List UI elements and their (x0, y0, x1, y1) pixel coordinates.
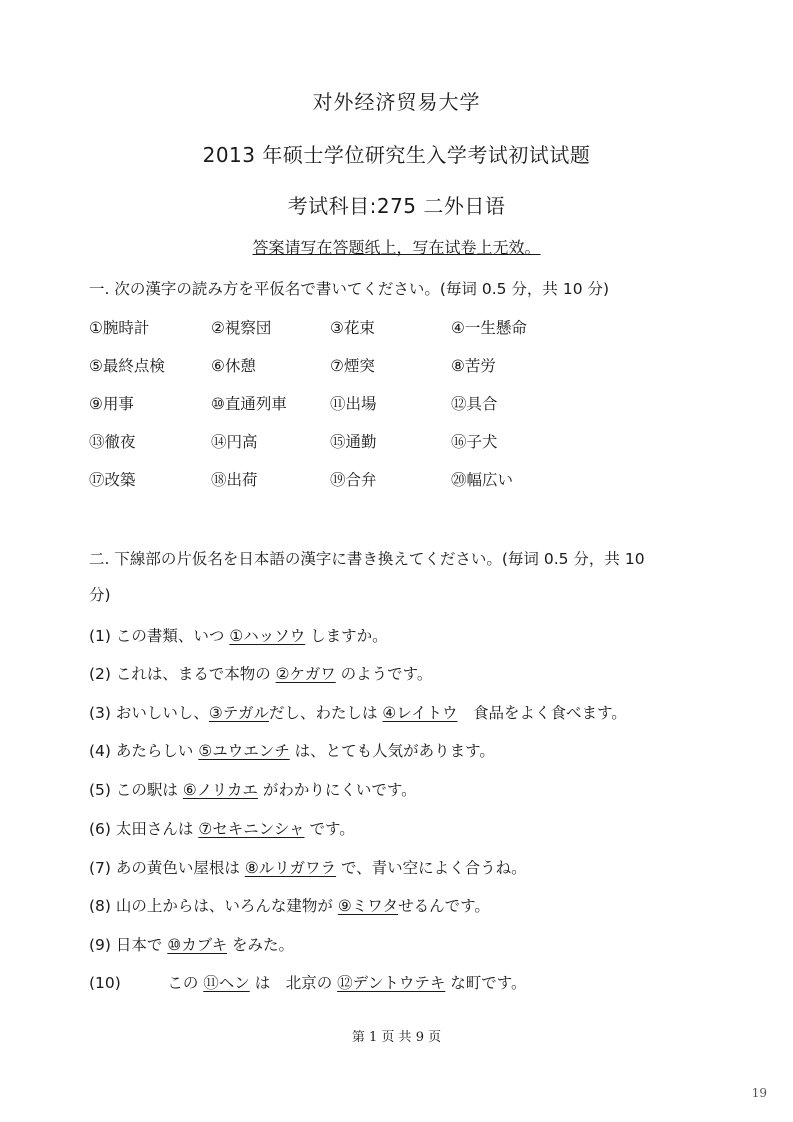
kanji-item: ⑦煙突 (330, 357, 375, 375)
question-text: (9) 日本で (89, 936, 168, 954)
question-text: (1) この書類、いつ (89, 627, 230, 645)
question-2 (89, 662, 432, 684)
question-text: は、とても人気があります。 (289, 742, 495, 760)
question-8 (89, 894, 490, 916)
kanji-item: ④一生懸命 (451, 319, 527, 337)
kanji-item: ③花束 (330, 319, 375, 337)
grid-row (89, 430, 569, 468)
kanji-item: ⑫具合 (451, 395, 498, 413)
section1-instruction: 一. 次の漢字の読み方を平仮名で書いてください。(毎词 0.5 分，共 10 分) (89, 280, 610, 298)
question-text: は 北京の (249, 974, 338, 992)
question-text: (6) 太田さんは (89, 820, 199, 838)
section1-kanji-grid (89, 316, 569, 506)
kanji-item: ⑰改築 (89, 471, 136, 489)
page-footer: 第 1 页 共 9 页 (351, 1030, 442, 1045)
question-7 (89, 856, 527, 878)
kanji-item: ⑥休憩 (211, 357, 256, 375)
kanji-item: ⑳幅広い (451, 471, 514, 489)
kanji-item: ⑧苦労 (451, 357, 496, 375)
kanji-item: ⑮通勤 (330, 433, 377, 451)
exam-title: 2013 年硕士学位研究生入学考试初试试题 (202, 143, 591, 167)
kanji-item: ⑪出場 (330, 395, 377, 413)
section2-instruction: 二. 下線部の片仮名を日本語の漢字に書き換えてください。(毎词 0.5 分，共 10 (89, 550, 645, 568)
underlined-katakana: ⑪ヘン (203, 974, 250, 992)
question-text: (2) これは、まるで本物の (89, 665, 276, 683)
exam-subject: 考试科目:275 二外日语 (287, 194, 506, 218)
underlined-katakana: ⑩カブキ (167, 936, 228, 954)
question-6 (89, 817, 355, 839)
question-text: (3) おいしいし、 (89, 704, 209, 722)
section2-instruction-cont: 分) (89, 586, 111, 604)
question-text: のようです。 (335, 665, 433, 683)
question-text: です。 (304, 820, 355, 838)
underlined-katakana: ④レイトウ (382, 704, 458, 722)
question-10 (89, 971, 527, 993)
question-5 (89, 778, 417, 800)
kanji-item: ⑲合弁 (330, 471, 377, 489)
question-1 (89, 624, 388, 646)
question-text: な町です。 (445, 974, 527, 992)
underlined-katakana: ⑨ミワタ (337, 897, 399, 915)
question-text: (4) あたらしい (89, 742, 199, 760)
grid-row (89, 392, 569, 430)
underlined-katakana: ⑧ルリガワラ (244, 859, 337, 877)
question-9 (89, 933, 294, 955)
grid-row (89, 316, 569, 354)
underlined-katakana: ⑫デントウテキ (337, 974, 446, 992)
underlined-katakana: ②ケガワ (275, 665, 336, 683)
university-name: 对外经济贸易大学 (312, 90, 481, 114)
question-text: (5) この駅は (89, 781, 183, 799)
question-text: (8) 山の上からは、いろんな建物が (89, 897, 338, 915)
question-text: (10) この (89, 974, 204, 992)
question-text: 食品をよく食べます。 (457, 704, 627, 722)
kanji-item: ⑭円高 (211, 433, 258, 451)
kanji-item: ⑬徹夜 (89, 433, 136, 451)
kanji-item: ①腕時計 (89, 319, 150, 337)
answer-notice: 答案请写在答题纸上，写在试卷上无效。 (252, 238, 541, 257)
kanji-item: ⑯子犬 (451, 433, 498, 451)
underlined-katakana: ①ハッソウ (229, 627, 306, 645)
question-text: をみた。 (227, 936, 295, 954)
kanji-item: ⑨用事 (89, 395, 134, 413)
kanji-item: ⑱出荷 (211, 471, 258, 489)
kanji-item: ⑩直通列車 (211, 395, 287, 413)
page-number: 19 (751, 1086, 767, 1100)
underlined-katakana: ⑦セキニンシャ (198, 820, 305, 838)
question-text: しますか。 (305, 627, 388, 645)
grid-row (89, 354, 569, 392)
kanji-item: ②視察団 (211, 319, 272, 337)
underlined-katakana: ⑥ノリカエ (182, 781, 258, 799)
question-3 (89, 701, 627, 723)
question-text: がわかりにくいです。 (257, 781, 417, 799)
grid-row (89, 468, 569, 506)
question-4 (89, 739, 495, 761)
question-text: (7) あの黄色い屋根は (89, 859, 245, 877)
underlined-katakana: ⑤ユウエンチ (198, 742, 290, 760)
question-text: だし、わたしは (268, 704, 383, 722)
question-text: せるんです。 (398, 897, 490, 915)
kanji-item: ⑤最終点検 (89, 357, 165, 375)
question-text: で、青い空によく合うね。 (336, 859, 527, 877)
underlined-katakana: ③テガル (208, 704, 269, 722)
